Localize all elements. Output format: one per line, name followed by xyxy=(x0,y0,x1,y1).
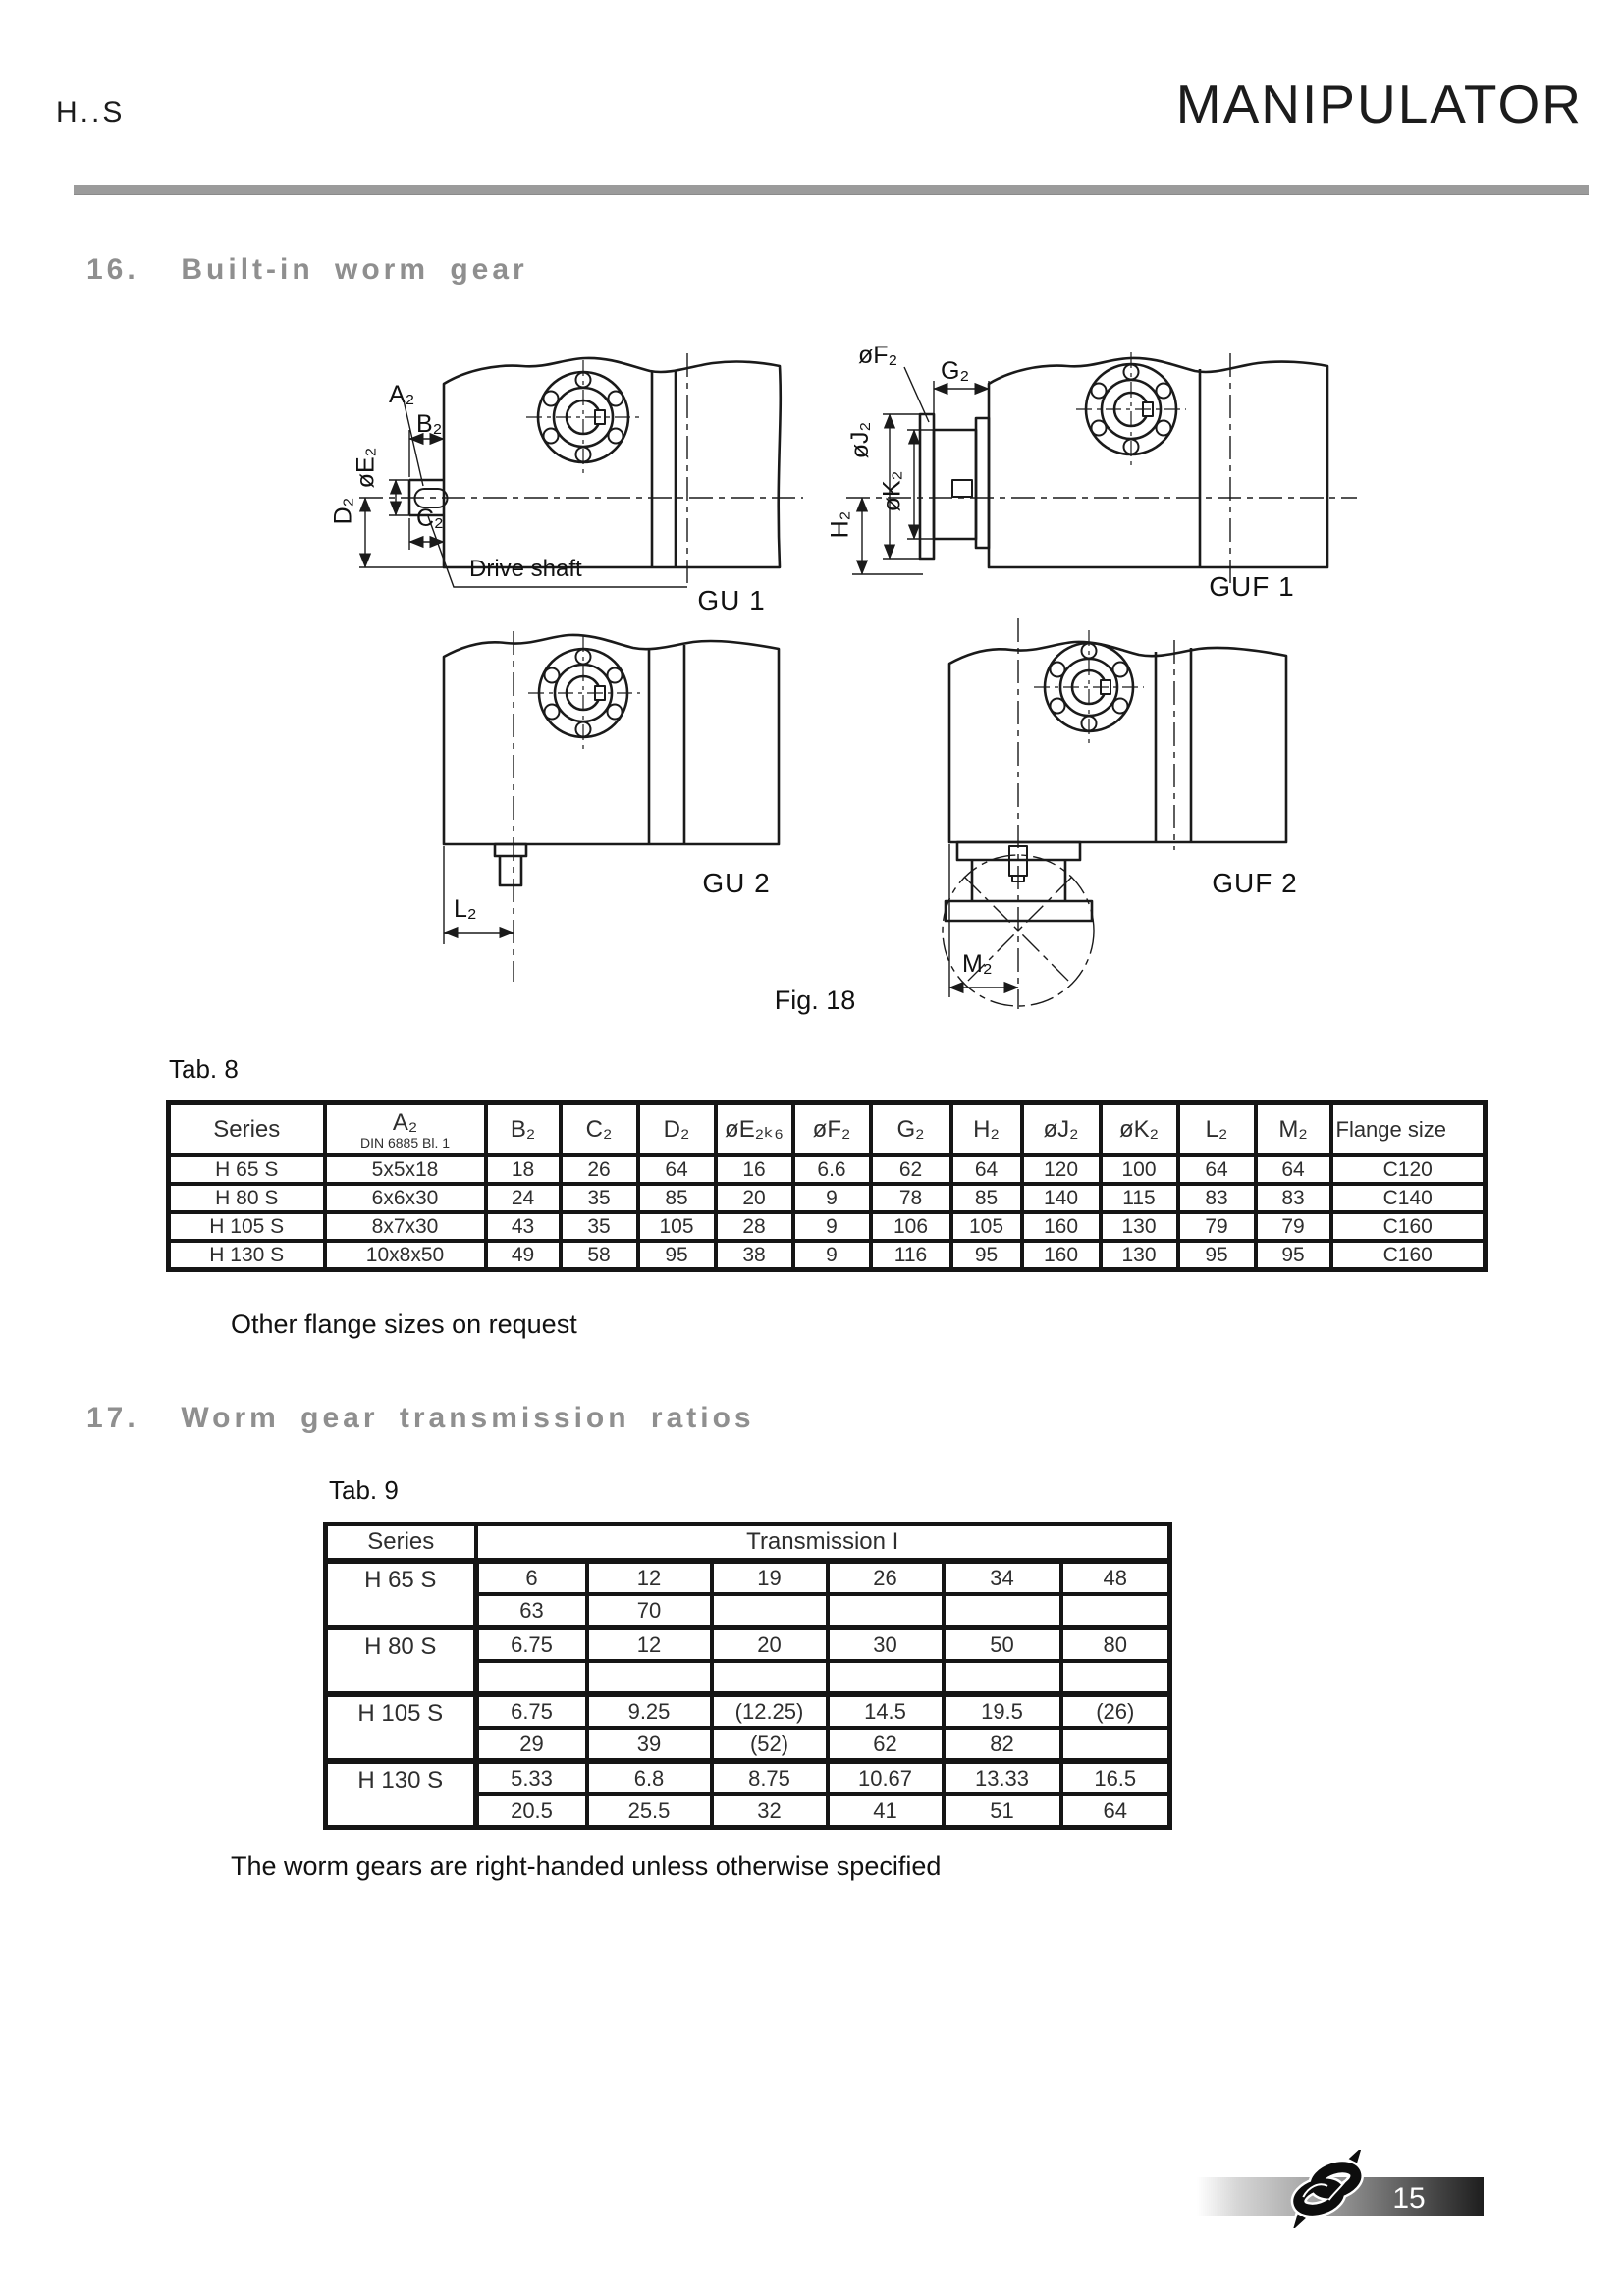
tab8-col-a2 xyxy=(325,1103,486,1156)
t8-cell: 95 xyxy=(1178,1241,1256,1270)
tab9-note: The worm gears are right-handed unless otherwise specified xyxy=(231,1851,942,1881)
table-row xyxy=(169,1241,1486,1270)
t8-cell: 78 xyxy=(871,1184,951,1212)
t8-cell: 20 xyxy=(716,1184,793,1212)
tab9-series-header: Series xyxy=(326,1524,476,1562)
dim-label-k2: øK₂ xyxy=(878,470,906,512)
t8-cell: 95 xyxy=(1256,1241,1331,1270)
t9-cell: 10.67 xyxy=(828,1761,944,1794)
t8-cell: C120 xyxy=(1331,1155,1486,1184)
brand-title: MANIPULATOR xyxy=(1175,74,1583,134)
dim-label-b2: B₂ xyxy=(416,410,443,438)
t8-cell: 95 xyxy=(638,1241,716,1270)
figure-caption: Fig. 18 xyxy=(774,986,856,1015)
table-row xyxy=(169,1212,1486,1241)
t9-cell: 51 xyxy=(944,1794,1061,1828)
t8-cell: 105 xyxy=(951,1212,1022,1241)
dim-label-a2: A₂ xyxy=(389,381,415,408)
t8-cell: C160 xyxy=(1331,1212,1486,1241)
t9-cell: 82 xyxy=(944,1728,1061,1761)
t8-cell: 64 xyxy=(1178,1155,1256,1184)
dim-label-j2: øJ₂ xyxy=(846,421,875,459)
table-row xyxy=(169,1184,1486,1212)
t9-series: H 130 S xyxy=(326,1761,476,1828)
tab8-col-a2-symbol: A₂ xyxy=(392,1108,418,1136)
t9-cell: 26 xyxy=(828,1561,944,1594)
t8-cell: C160 xyxy=(1331,1241,1486,1270)
t8-cell: 83 xyxy=(1178,1184,1256,1212)
t8-cell: 28 xyxy=(716,1212,793,1241)
t8-cell: 9 xyxy=(793,1184,871,1212)
t8-cell: 116 xyxy=(871,1241,951,1270)
t9-cell: 30 xyxy=(828,1628,944,1661)
tab8-header-row xyxy=(169,1103,1486,1156)
page-number: 15 xyxy=(1392,2182,1426,2215)
t9-cell: 6.8 xyxy=(587,1761,712,1794)
t9-cell: 5.33 xyxy=(476,1761,587,1794)
t9-cell xyxy=(944,1594,1061,1628)
t8-cell: 5x5x18 xyxy=(325,1155,486,1184)
t8-cell: 35 xyxy=(561,1184,638,1212)
t8-cell: 6x6x30 xyxy=(325,1184,486,1212)
fig18-drawing xyxy=(0,324,1624,1021)
t8-cell: 79 xyxy=(1178,1212,1256,1241)
t9-cell: 6.75 xyxy=(476,1694,587,1728)
dim-label-g2: G₂ xyxy=(941,357,970,385)
t9-cell xyxy=(712,1594,828,1628)
tab9-label: Tab. 9 xyxy=(329,1475,399,1505)
t9-cell: 48 xyxy=(1061,1561,1170,1594)
t9-cell: 80 xyxy=(1061,1628,1170,1661)
t9-cell xyxy=(712,1661,828,1694)
section-16-heading: 16. Built-in worm gear xyxy=(86,253,528,286)
dim-label-c2: C₂ xyxy=(416,505,444,532)
tab8-col-k2: øK₂ xyxy=(1101,1103,1178,1156)
tab8-note: Other flange sizes on request xyxy=(231,1309,577,1339)
t8-cell: 16 xyxy=(716,1155,793,1184)
t9-cell: 19.5 xyxy=(944,1694,1061,1728)
tab8-col-flange: Flange size xyxy=(1331,1103,1486,1156)
t8-cell: 85 xyxy=(951,1184,1022,1212)
tab8-table xyxy=(166,1100,1488,1272)
tab9-table xyxy=(323,1522,1172,1830)
t8-cell: 95 xyxy=(951,1241,1022,1270)
t8-cell: 130 xyxy=(1101,1212,1178,1241)
table-row xyxy=(326,1761,1170,1794)
tab8-col-l2: L₂ xyxy=(1178,1103,1256,1156)
t8-cell: 38 xyxy=(716,1241,793,1270)
brand-logo-icon xyxy=(1272,2150,1382,2228)
t8-cell: 140 xyxy=(1022,1184,1101,1212)
t8-cell: 58 xyxy=(561,1241,638,1270)
t9-cell xyxy=(828,1661,944,1694)
t9-series: H 105 S xyxy=(326,1694,476,1761)
t8-cell: 64 xyxy=(638,1155,716,1184)
tab8-col-m2: M₂ xyxy=(1256,1103,1331,1156)
t9-cell xyxy=(1061,1728,1170,1761)
t9-cell: 14.5 xyxy=(828,1694,944,1728)
t8-cell: 49 xyxy=(486,1241,561,1270)
t8-cell: H 65 S xyxy=(169,1155,325,1184)
t8-cell: 105 xyxy=(638,1212,716,1241)
tab9-transmission-header: Transmission I xyxy=(476,1524,1170,1562)
t8-cell: H 130 S xyxy=(169,1241,325,1270)
guf2-caption: GUF 2 xyxy=(1212,868,1298,898)
table-row xyxy=(326,1628,1170,1661)
t8-cell: 62 xyxy=(871,1155,951,1184)
t8-cell: 160 xyxy=(1022,1212,1101,1241)
dim-label-e2: øE₂ xyxy=(352,447,380,489)
t8-cell: 24 xyxy=(486,1184,561,1212)
tab8-col-a2-din-note: DIN 6885 Bl. 1 xyxy=(359,1135,451,1151)
t9-cell xyxy=(476,1661,587,1694)
t9-cell xyxy=(944,1661,1061,1694)
t9-cell: 63 xyxy=(476,1594,587,1628)
t8-cell: 130 xyxy=(1101,1241,1178,1270)
t8-cell: 26 xyxy=(561,1155,638,1184)
t8-cell: 35 xyxy=(561,1212,638,1241)
gu1-caption: GU 1 xyxy=(697,585,766,615)
t8-cell: C140 xyxy=(1331,1184,1486,1212)
t8-cell: 6.6 xyxy=(793,1155,871,1184)
t9-cell: 20 xyxy=(712,1628,828,1661)
t9-cell xyxy=(587,1661,712,1694)
drive-shaft-label: Drive shaft xyxy=(469,556,582,582)
t9-cell: (52) xyxy=(712,1728,828,1761)
model-code: H..S xyxy=(56,96,126,129)
t9-cell: (12.25) xyxy=(712,1694,828,1728)
t8-cell: 8x7x30 xyxy=(325,1212,486,1241)
tab8-col-e2: øE₂ₖ₆ xyxy=(716,1103,793,1156)
t9-cell: 19 xyxy=(712,1561,828,1594)
table-row xyxy=(326,1561,1170,1594)
t9-cell: 6.75 xyxy=(476,1628,587,1661)
t8-cell: 100 xyxy=(1101,1155,1178,1184)
t9-cell: 41 xyxy=(828,1794,944,1828)
tab8-col-d2: D₂ xyxy=(638,1103,716,1156)
t9-cell: 16.5 xyxy=(1061,1761,1170,1794)
t8-cell: H 80 S xyxy=(169,1184,325,1212)
t8-cell: 83 xyxy=(1256,1184,1331,1212)
table-row xyxy=(169,1155,1486,1184)
table-row xyxy=(326,1694,1170,1728)
t9-cell: 64 xyxy=(1061,1794,1170,1828)
tab9-header-row xyxy=(326,1524,1170,1562)
tab8-col-series: Series xyxy=(169,1103,325,1156)
t9-cell: 13.33 xyxy=(944,1761,1061,1794)
t8-cell: 120 xyxy=(1022,1155,1101,1184)
t8-cell: 64 xyxy=(1256,1155,1331,1184)
dim-label-f2: øF₂ xyxy=(858,342,898,369)
t9-cell: 34 xyxy=(944,1561,1061,1594)
t9-cell: 50 xyxy=(944,1628,1061,1661)
t8-cell: 106 xyxy=(871,1212,951,1241)
header-rule xyxy=(74,185,1589,195)
tab8-col-f2: øF₂ xyxy=(793,1103,871,1156)
t9-cell xyxy=(1061,1661,1170,1694)
t8-cell: 64 xyxy=(951,1155,1022,1184)
t9-cell: 9.25 xyxy=(587,1694,712,1728)
t8-cell: 18 xyxy=(486,1155,561,1184)
tab8-col-b2: B₂ xyxy=(486,1103,561,1156)
t9-cell: 25.5 xyxy=(587,1794,712,1828)
t9-cell: 32 xyxy=(712,1794,828,1828)
t9-cell: 12 xyxy=(587,1628,712,1661)
t8-cell: 10x8x50 xyxy=(325,1241,486,1270)
t9-series: H 65 S xyxy=(326,1561,476,1628)
guf1-caption: GUF 1 xyxy=(1209,571,1295,602)
dim-label-h2: H₂ xyxy=(826,510,854,539)
tab8-label: Tab. 8 xyxy=(169,1054,239,1084)
t9-cell xyxy=(828,1594,944,1628)
tab8-col-j2: øJ₂ xyxy=(1022,1103,1101,1156)
dim-label-d2: D₂ xyxy=(329,497,357,525)
tab8-col-c2: C₂ xyxy=(561,1103,638,1156)
t8-cell: 9 xyxy=(793,1212,871,1241)
t9-cell: 62 xyxy=(828,1728,944,1761)
t9-cell: 8.75 xyxy=(712,1761,828,1794)
gu2-caption: GU 2 xyxy=(702,868,771,898)
dim-label-m2: M₂ xyxy=(962,950,993,978)
section-17-heading: 17. Worm gear transmission ratios xyxy=(86,1402,755,1434)
t9-series: H 80 S xyxy=(326,1628,476,1694)
t9-cell: 12 xyxy=(587,1561,712,1594)
t8-cell: 115 xyxy=(1101,1184,1178,1212)
t9-cell: 70 xyxy=(587,1594,712,1628)
t8-cell: H 105 S xyxy=(169,1212,325,1241)
t8-cell: 85 xyxy=(638,1184,716,1212)
t9-cell: 6 xyxy=(476,1561,587,1594)
t8-cell: 79 xyxy=(1256,1212,1331,1241)
t8-cell: 160 xyxy=(1022,1241,1101,1270)
t9-cell: 20.5 xyxy=(476,1794,587,1828)
t9-cell: 39 xyxy=(587,1728,712,1761)
dim-label-l2: L₂ xyxy=(454,895,477,923)
tab8-col-g2: G₂ xyxy=(871,1103,951,1156)
t9-cell: 29 xyxy=(476,1728,587,1761)
t8-cell: 9 xyxy=(793,1241,871,1270)
t9-cell xyxy=(1061,1594,1170,1628)
t8-cell: 43 xyxy=(486,1212,561,1241)
tab8-col-h2: H₂ xyxy=(951,1103,1022,1156)
t9-cell: (26) xyxy=(1061,1694,1170,1728)
